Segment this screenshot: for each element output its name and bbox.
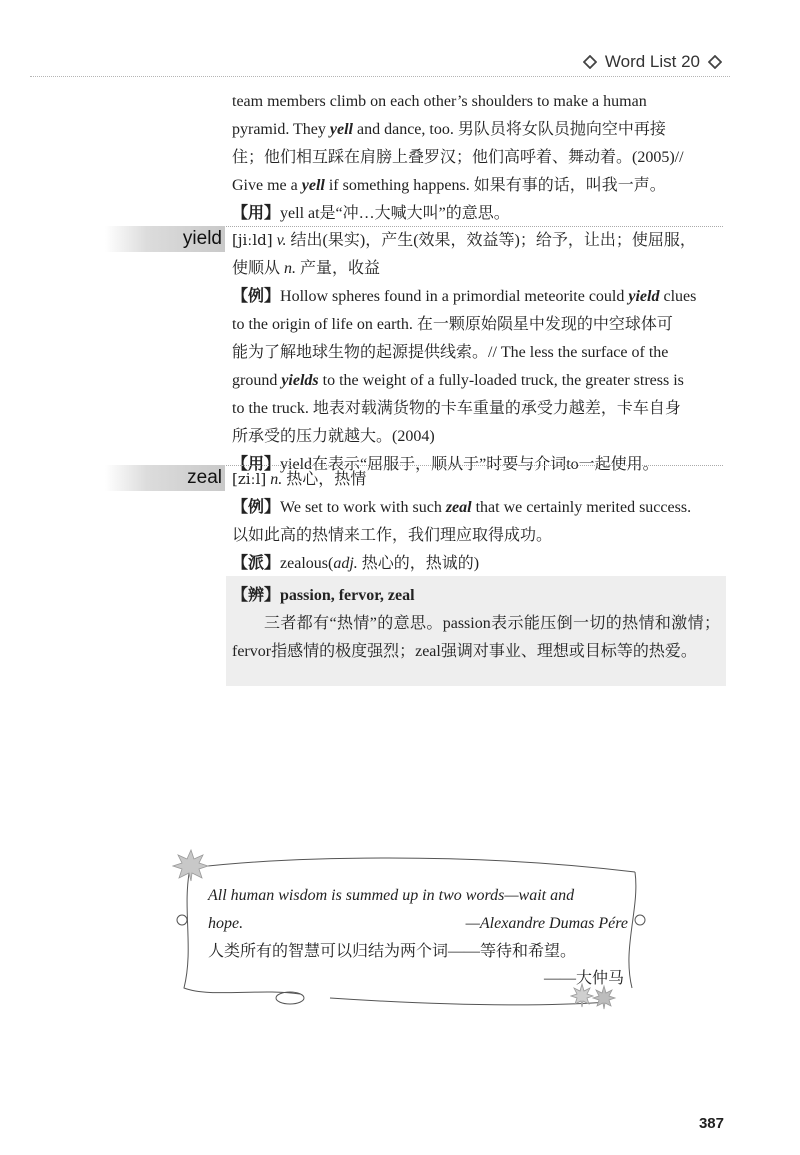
quote-line: All human wisdom is summed up in two words—wait and bbox=[208, 887, 575, 904]
header-divider bbox=[30, 76, 730, 77]
keyword-yell: yell bbox=[301, 177, 325, 194]
text-line: 能为了解地球生物的起源提供线索。// The less the surface of the bbox=[232, 344, 669, 361]
text-line: 住；他们相互踩在肩膀上叠罗汉；他们高呼着、舞动着。(2005)// bbox=[232, 149, 684, 166]
quote-author: —Alexandre Dumas Pére bbox=[465, 915, 628, 932]
yell-continuation bbox=[232, 88, 722, 228]
headword-zeal: zeal bbox=[105, 465, 225, 491]
text-line: 以如此高的热情来工作，我们理应取得成功。 bbox=[232, 527, 553, 544]
text-line: to the origin of life on earth. 在一颗原始陨星中发现的中空球体可 bbox=[232, 316, 673, 333]
usage-note: 【用】yield在表示“屈服于，顺从于”时要与介词to一起使用。 bbox=[232, 456, 659, 473]
running-header bbox=[583, 50, 722, 74]
headword-yield: yield bbox=[105, 226, 225, 252]
definition: [jiːld] v. 结出(果实)，产生(效果，效益等)；给予，让出；使屈服， bbox=[232, 231, 696, 249]
page-number: 387 bbox=[698, 1115, 724, 1132]
maple-leaf-icon bbox=[172, 848, 210, 882]
quote-panel bbox=[170, 838, 650, 1018]
header-title: Word List 20 bbox=[604, 52, 700, 71]
distinction-box bbox=[226, 576, 726, 686]
text-line: to the truck. 地表对载满货物的卡车重量的承受力越差，卡车自身 bbox=[232, 400, 681, 417]
example: 【例】We set to work with such zeal that we certainly merited success. bbox=[232, 499, 692, 516]
distinction-title: 【辨】passion, fervor, zeal bbox=[232, 587, 415, 604]
text-line: pyramid. They yell and dance, too. 男队员将女队员抛向空中再接 bbox=[232, 121, 666, 138]
text-line: Give me a yell if something happens. 如果有事的话，叫我一声。 bbox=[232, 177, 666, 194]
derivative: 【派】zealous(adj. 热心的，热诚的) bbox=[232, 555, 480, 572]
example: 【例】Hollow spheres found in a primordial meteorite could yield clues bbox=[232, 288, 697, 305]
quote-line: hope. bbox=[208, 915, 244, 932]
entry-yield bbox=[232, 226, 722, 479]
text-line: 所承受的压力就越大。(2004) bbox=[232, 428, 435, 445]
quote-chinese: 人类所有的智慧可以归结为两个词——等待和希望。 bbox=[208, 943, 577, 960]
phonetic: [jiːld] bbox=[232, 231, 273, 249]
usage-note: 【用】yell at是“冲…大喊大叫”的意思。 bbox=[232, 205, 510, 222]
diamond-left-icon bbox=[583, 55, 597, 69]
quote-english bbox=[208, 882, 628, 938]
diamond-right-icon bbox=[708, 55, 722, 69]
distinction-body: 三者都有“热情”的意思。passion表示能压倒一切的热情和激情；fervor指感情的极度强烈；zeal强调对事业、理想或目标等的热爱。 bbox=[232, 615, 720, 660]
phonetic: [ziːl] bbox=[232, 470, 267, 488]
quote-chinese-author: ——大仲马 bbox=[543, 970, 624, 987]
text-line: ground yields to the weight of a fully-loaded truck, the greater stress is bbox=[232, 372, 684, 389]
entry-zeal bbox=[232, 465, 722, 578]
keyword-yell: yell bbox=[329, 121, 353, 138]
definition: 使顺从 n. 产量，收益 bbox=[232, 260, 381, 277]
text-line: team members climb on each other’s shoulders to make a human bbox=[232, 93, 647, 110]
definition: [ziːl] n. 热心，热情 bbox=[232, 470, 367, 488]
